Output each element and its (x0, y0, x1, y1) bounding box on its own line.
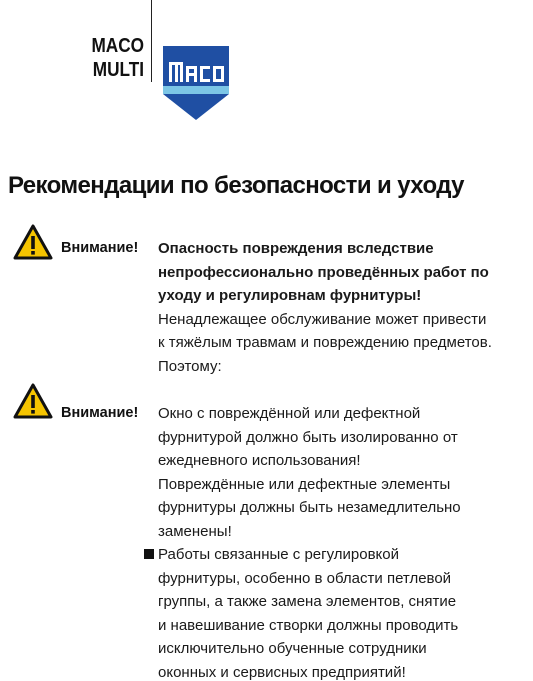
brand-line-2: MULTI (92, 59, 144, 81)
warning-triangle-icon (13, 383, 53, 419)
text-line: ежедневного использования! (158, 452, 361, 469)
text-line: Ненадлежащее обслуживание может привести (158, 310, 487, 328)
warning-text-2 (158, 402, 461, 543)
warning-label: Внимание! (61, 240, 139, 256)
brand-line-1: MACO (91, 35, 144, 57)
text-line: исключительно обученные сотрудники (158, 640, 427, 657)
text-line: фурнитуры, особенно в области петлевой (158, 569, 452, 587)
text-line: к тяжёлым травмам и повреждению предметов. (158, 334, 492, 351)
text-line: Опасность повреждения вследствие (158, 240, 434, 257)
text-line: заменены! (158, 522, 232, 540)
text-line: Повреждённые или дефектные элементы (158, 475, 451, 493)
bullet-text: Работы связанные с регулировкой (158, 546, 400, 563)
brand-name (80, 34, 144, 82)
brand-divider (151, 0, 152, 82)
text-line: фурнитуры должны быть незамедлительно (158, 499, 461, 516)
text-line: непрофессионально проведённых работ по (158, 263, 489, 281)
warning-text-1 (158, 237, 492, 378)
text-line: уходу и регулировнам фурнитуры! (158, 287, 422, 304)
maco-logo (163, 46, 229, 120)
text-line: группы, а также замена элементов, снятие (158, 593, 457, 610)
warning-label: Внимание! (61, 405, 139, 421)
bullet-continuation (158, 567, 458, 681)
page-title: Рекомендации по безопасности и уходу (8, 172, 464, 199)
text-line: и навешивание створки должны проводить (158, 616, 459, 634)
bullet-item (144, 543, 399, 567)
text-line: фурнитурой должно быть изолированно от (158, 428, 458, 446)
text-line: Окно с повреждённой или дефектной (158, 405, 421, 422)
text-line: Поэтому: (158, 357, 222, 375)
text-line: оконных и сервисных предприятий! (158, 663, 406, 681)
bullet-square-icon (144, 549, 154, 559)
text-line (144, 543, 399, 567)
warning-triangle-icon (13, 224, 53, 260)
